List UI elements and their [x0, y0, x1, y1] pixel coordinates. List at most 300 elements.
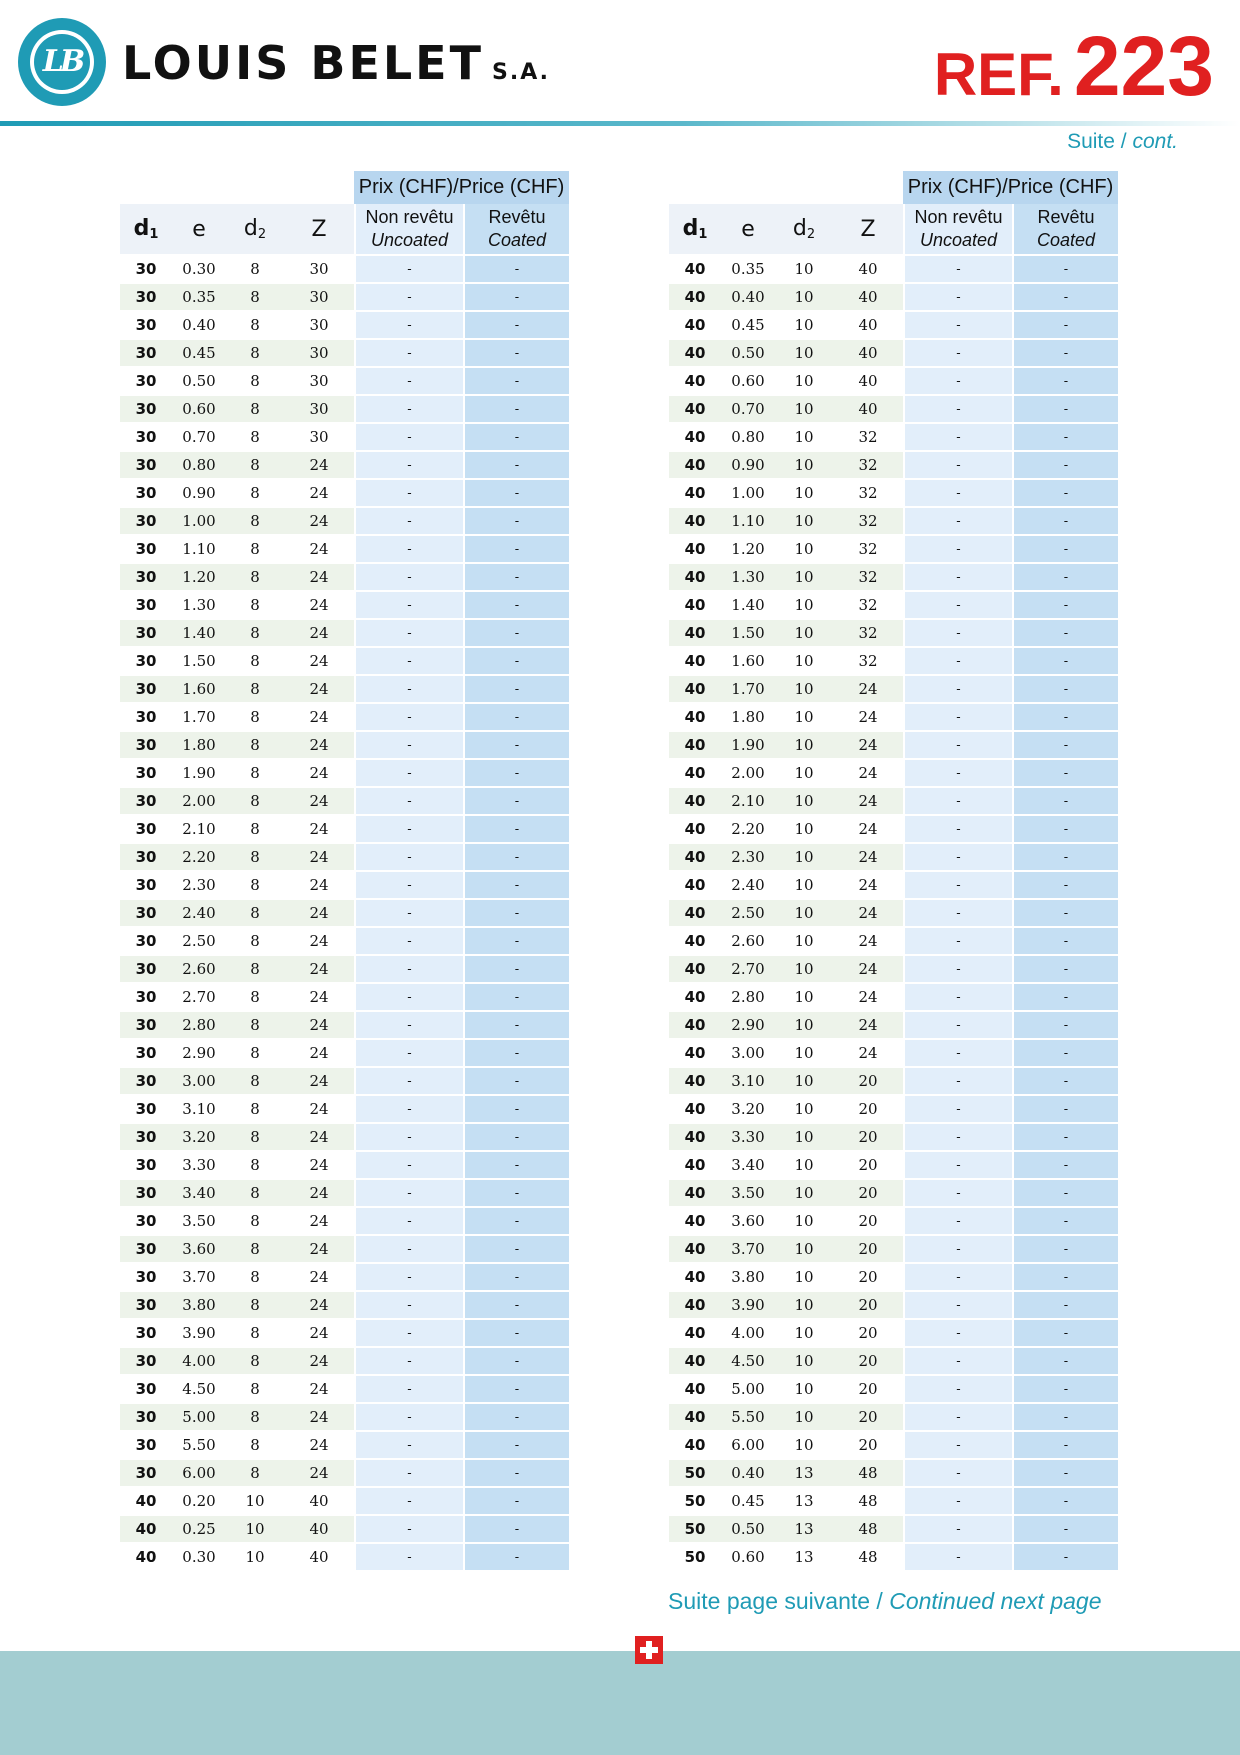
- cell-e: 6.00: [172, 1460, 226, 1488]
- cell-price-uncoated: -: [903, 480, 1012, 508]
- cell-e: 0.80: [721, 424, 775, 452]
- cell-price-coated: -: [1012, 424, 1118, 452]
- cell-d2: 10: [775, 256, 833, 284]
- cell-price-uncoated: -: [354, 256, 463, 284]
- cell-d1: 40: [669, 340, 721, 368]
- cell-price-uncoated: -: [354, 480, 463, 508]
- cell-d1: 30: [120, 620, 172, 648]
- cell-e: 1.70: [172, 704, 226, 732]
- cell-price-uncoated: -: [354, 1096, 463, 1124]
- cell-price-uncoated: -: [903, 424, 1012, 452]
- table-row: [120, 1180, 569, 1208]
- cell-z: 20: [833, 1432, 903, 1460]
- cell-price-uncoated: -: [354, 1292, 463, 1320]
- cell-d2: 10: [775, 424, 833, 452]
- cell-d2: 10: [226, 1488, 284, 1516]
- table-row: [120, 1404, 569, 1432]
- cell-z: 20: [833, 1404, 903, 1432]
- cell-price-coated: -: [1012, 984, 1118, 1012]
- cell-e: 0.25: [172, 1516, 226, 1544]
- cell-price-uncoated: -: [354, 1124, 463, 1152]
- cell-d2: 10: [775, 676, 833, 704]
- cell-z: 24: [284, 1208, 354, 1236]
- cell-d2: 8: [226, 788, 284, 816]
- cell-d1: 30: [120, 1040, 172, 1068]
- cell-d2: 10: [775, 760, 833, 788]
- cell-price-coated: -: [1012, 1236, 1118, 1264]
- cell-d1: 30: [120, 1404, 172, 1432]
- cell-d1: 30: [120, 592, 172, 620]
- cell-z: 32: [833, 564, 903, 592]
- cell-z: 24: [284, 844, 354, 872]
- cell-price-coated: -: [1012, 1348, 1118, 1376]
- cell-d2: 10: [775, 1376, 833, 1404]
- cell-e: 1.30: [172, 592, 226, 620]
- table-row: [669, 424, 1118, 452]
- cell-price-coated: -: [463, 1264, 569, 1292]
- cell-z: 24: [284, 1348, 354, 1376]
- table-row: [120, 536, 569, 564]
- cell-price-uncoated: -: [354, 704, 463, 732]
- cell-d2: 8: [226, 1180, 284, 1208]
- table-row: [669, 676, 1118, 704]
- table-row: [120, 620, 569, 648]
- cell-d1: 40: [669, 816, 721, 844]
- cell-price-coated: -: [463, 1236, 569, 1264]
- cell-z: 20: [833, 1348, 903, 1376]
- cell-d1: 30: [120, 704, 172, 732]
- cell-e: 0.45: [721, 312, 775, 340]
- cell-e: 1.30: [721, 564, 775, 592]
- cell-d2: 13: [775, 1488, 833, 1516]
- cell-z: 24: [284, 648, 354, 676]
- cell-price-coated: -: [1012, 1432, 1118, 1460]
- cell-price-coated: -: [463, 340, 569, 368]
- cell-z: 48: [833, 1516, 903, 1544]
- table-row: [120, 956, 569, 984]
- cell-z: 24: [284, 1152, 354, 1180]
- cell-d2: 10: [775, 1432, 833, 1460]
- cell-e: 3.50: [172, 1208, 226, 1236]
- cell-price-coated: -: [1012, 1376, 1118, 1404]
- col-header-e: e: [172, 204, 226, 256]
- cell-e: 1.20: [172, 564, 226, 592]
- cell-e: 0.50: [721, 340, 775, 368]
- cell-price-uncoated: -: [903, 1404, 1012, 1432]
- company-name: LOUIS BELET S.A.: [122, 36, 550, 90]
- cell-price-uncoated: -: [354, 984, 463, 1012]
- cell-d2: 8: [226, 396, 284, 424]
- cell-z: 40: [833, 284, 903, 312]
- cell-d2: 8: [226, 1012, 284, 1040]
- cell-z: 24: [833, 872, 903, 900]
- cell-price-coated: -: [463, 1152, 569, 1180]
- cell-price-coated: -: [463, 1432, 569, 1460]
- cell-price-uncoated: -: [354, 1152, 463, 1180]
- cell-d2: 10: [775, 788, 833, 816]
- table-row: [669, 340, 1118, 368]
- cell-e: 1.40: [721, 592, 775, 620]
- cell-d1: 40: [669, 1152, 721, 1180]
- cell-price-coated: -: [1012, 956, 1118, 984]
- cell-e: 1.80: [721, 704, 775, 732]
- cell-price-coated: -: [463, 1180, 569, 1208]
- cell-z: 20: [833, 1264, 903, 1292]
- cell-d2: 10: [226, 1516, 284, 1544]
- cell-e: 1.60: [172, 676, 226, 704]
- cell-price-uncoated: -: [903, 872, 1012, 900]
- cell-d1: 50: [669, 1488, 721, 1516]
- cell-d1: 40: [669, 844, 721, 872]
- cell-d2: 10: [775, 1292, 833, 1320]
- cell-z: 20: [833, 1292, 903, 1320]
- cell-d2: 8: [226, 1460, 284, 1488]
- cell-price-coated: -: [463, 760, 569, 788]
- cell-price-coated: -: [1012, 1180, 1118, 1208]
- table-row: [120, 844, 569, 872]
- cell-d1: 30: [120, 1012, 172, 1040]
- table-row: [120, 1488, 569, 1516]
- cell-d2: 10: [775, 480, 833, 508]
- cell-e: 3.70: [172, 1264, 226, 1292]
- cell-e: 0.60: [172, 396, 226, 424]
- cell-z: 24: [833, 676, 903, 704]
- table-row: [120, 704, 569, 732]
- cell-d1: 30: [120, 648, 172, 676]
- cell-price-coated: -: [463, 732, 569, 760]
- cell-price-uncoated: -: [354, 1208, 463, 1236]
- cell-price-uncoated: -: [903, 396, 1012, 424]
- cell-d1: 30: [120, 368, 172, 396]
- table-row: [669, 1124, 1118, 1152]
- table-row: [120, 424, 569, 452]
- cell-e: 0.50: [721, 1516, 775, 1544]
- cell-d1: 40: [669, 648, 721, 676]
- cell-z: 40: [284, 1544, 354, 1572]
- cell-z: 24: [284, 592, 354, 620]
- cell-price-uncoated: -: [354, 816, 463, 844]
- cell-e: 3.90: [172, 1320, 226, 1348]
- cell-e: 3.80: [172, 1292, 226, 1320]
- cell-d2: 8: [226, 1040, 284, 1068]
- cell-price-coated: -: [463, 816, 569, 844]
- cell-e: 2.20: [172, 844, 226, 872]
- cell-d1: 40: [669, 1376, 721, 1404]
- cell-price-coated: -: [463, 984, 569, 1012]
- cell-e: 0.60: [721, 368, 775, 396]
- cell-price-uncoated: -: [354, 592, 463, 620]
- cell-z: 30: [284, 284, 354, 312]
- cell-price-coated: -: [1012, 340, 1118, 368]
- company-suffix: S.A.: [492, 60, 550, 85]
- cell-d2: 8: [226, 480, 284, 508]
- table-row: [120, 900, 569, 928]
- cell-price-coated: -: [1012, 1096, 1118, 1124]
- cell-price-coated: -: [1012, 284, 1118, 312]
- table-row: [120, 1152, 569, 1180]
- col-header-e: e: [721, 204, 775, 256]
- cell-e: 2.60: [721, 928, 775, 956]
- cell-d2: 8: [226, 536, 284, 564]
- price-table-left: [120, 171, 569, 1572]
- cell-d1: 50: [669, 1460, 721, 1488]
- cell-price-uncoated: -: [354, 1544, 463, 1572]
- footer-band: [0, 1651, 1240, 1755]
- cell-d1: 40: [669, 1124, 721, 1152]
- cell-e: 2.70: [721, 956, 775, 984]
- cell-e: 3.80: [721, 1264, 775, 1292]
- table-row: [669, 956, 1118, 984]
- table-row: [120, 396, 569, 424]
- cell-price-coated: -: [463, 620, 569, 648]
- cell-d2: 10: [775, 1012, 833, 1040]
- cell-e: 3.40: [172, 1180, 226, 1208]
- cell-e: 3.60: [721, 1208, 775, 1236]
- cell-d1: 40: [669, 732, 721, 760]
- cell-e: 2.60: [172, 956, 226, 984]
- cell-price-coated: -: [463, 1376, 569, 1404]
- cell-d1: 40: [669, 956, 721, 984]
- cell-e: 0.40: [721, 284, 775, 312]
- cell-d2: 8: [226, 284, 284, 312]
- cell-d1: 40: [669, 1096, 721, 1124]
- cell-d2: 8: [226, 1348, 284, 1376]
- cell-price-coated: -: [463, 536, 569, 564]
- cell-d1: 40: [669, 1264, 721, 1292]
- cell-d2: 8: [226, 1320, 284, 1348]
- table-row: [669, 760, 1118, 788]
- cell-d1: 40: [669, 760, 721, 788]
- cell-e: 2.90: [172, 1040, 226, 1068]
- cell-price-uncoated: -: [903, 564, 1012, 592]
- cell-d1: 40: [669, 592, 721, 620]
- cell-price-uncoated: -: [354, 1320, 463, 1348]
- cell-e: 5.50: [172, 1432, 226, 1460]
- cell-e: 0.40: [172, 312, 226, 340]
- cell-price-uncoated: -: [903, 816, 1012, 844]
- cell-price-uncoated: -: [903, 1376, 1012, 1404]
- cell-e: 3.10: [172, 1096, 226, 1124]
- cell-price-uncoated: -: [354, 1068, 463, 1096]
- cell-e: 2.00: [172, 788, 226, 816]
- cell-d2: 8: [226, 816, 284, 844]
- cell-price-uncoated: -: [903, 452, 1012, 480]
- table-row: [669, 480, 1118, 508]
- col-header-z: Z: [833, 204, 903, 256]
- cell-e: 0.70: [721, 396, 775, 424]
- table-row: [120, 1376, 569, 1404]
- cell-d1: 30: [120, 1236, 172, 1264]
- cell-z: 40: [833, 312, 903, 340]
- table-row: [669, 928, 1118, 956]
- cell-e: 6.00: [721, 1432, 775, 1460]
- table-row: [120, 1096, 569, 1124]
- cell-price-uncoated: -: [354, 1348, 463, 1376]
- table-row: [669, 256, 1118, 284]
- cell-price-coated: -: [463, 452, 569, 480]
- cell-z: 30: [284, 368, 354, 396]
- cell-d1: 40: [669, 452, 721, 480]
- cell-price-coated: -: [1012, 256, 1118, 284]
- cell-price-coated: -: [1012, 592, 1118, 620]
- table-row: [120, 508, 569, 536]
- cell-z: 20: [833, 1068, 903, 1096]
- cell-d1: 30: [120, 1096, 172, 1124]
- cell-z: 40: [833, 340, 903, 368]
- cell-z: 24: [284, 956, 354, 984]
- table-row: [669, 1292, 1118, 1320]
- cell-price-coated: -: [1012, 1292, 1118, 1320]
- cell-d2: 13: [775, 1460, 833, 1488]
- cell-z: 24: [284, 620, 354, 648]
- cell-price-coated: -: [1012, 760, 1118, 788]
- cell-d2: 8: [226, 1376, 284, 1404]
- table-row: [120, 1040, 569, 1068]
- cell-price-uncoated: -: [354, 1236, 463, 1264]
- cell-z: 24: [833, 760, 903, 788]
- cell-price-coated: -: [463, 956, 569, 984]
- continuation-label: Suite / cont.: [1067, 130, 1178, 153]
- cell-price-coated: -: [463, 396, 569, 424]
- cell-price-coated: -: [463, 508, 569, 536]
- cell-d2: 10: [775, 452, 833, 480]
- cell-e: 4.00: [721, 1320, 775, 1348]
- cell-d2: 8: [226, 1432, 284, 1460]
- cell-z: 32: [833, 508, 903, 536]
- cell-e: 1.90: [721, 732, 775, 760]
- table-row: [120, 732, 569, 760]
- table-row: [120, 368, 569, 396]
- cell-e: 3.90: [721, 1292, 775, 1320]
- cell-price-uncoated: -: [903, 900, 1012, 928]
- cell-z: 24: [284, 872, 354, 900]
- cell-z: 32: [833, 592, 903, 620]
- cell-price-coated: -: [1012, 1208, 1118, 1236]
- cell-price-uncoated: -: [354, 1488, 463, 1516]
- cell-price-coated: -: [463, 256, 569, 284]
- cell-price-uncoated: -: [354, 788, 463, 816]
- cell-price-coated: -: [1012, 1264, 1118, 1292]
- cell-e: 3.20: [721, 1096, 775, 1124]
- cell-e: 2.20: [721, 816, 775, 844]
- cell-price-uncoated: -: [354, 956, 463, 984]
- cell-d1: 30: [120, 1180, 172, 1208]
- cell-price-uncoated: -: [354, 676, 463, 704]
- cell-price-coated: -: [463, 704, 569, 732]
- cell-price-coated: -: [463, 284, 569, 312]
- cell-d1: 40: [669, 1068, 721, 1096]
- cell-price-uncoated: -: [903, 1320, 1012, 1348]
- cell-z: 20: [833, 1152, 903, 1180]
- cell-price-uncoated: -: [354, 844, 463, 872]
- cell-d2: 13: [775, 1516, 833, 1544]
- cell-e: 2.30: [172, 872, 226, 900]
- cell-z: 32: [833, 648, 903, 676]
- cell-price-coated: -: [1012, 732, 1118, 760]
- cell-price-coated: -: [1012, 480, 1118, 508]
- cell-z: 24: [284, 732, 354, 760]
- cell-price-uncoated: -: [354, 564, 463, 592]
- table-row: [669, 1096, 1118, 1124]
- cell-d2: 10: [775, 1320, 833, 1348]
- cell-z: 24: [284, 928, 354, 956]
- price-table-right: [669, 171, 1118, 1572]
- table-row: [120, 648, 569, 676]
- cell-price-coated: -: [1012, 312, 1118, 340]
- cell-z: 24: [284, 452, 354, 480]
- swiss-flag-icon: [635, 1636, 663, 1664]
- cell-z: 24: [284, 1180, 354, 1208]
- cell-d2: 10: [775, 704, 833, 732]
- cell-price-uncoated: -: [903, 1208, 1012, 1236]
- cell-price-coated: -: [1012, 564, 1118, 592]
- table-row: [120, 452, 569, 480]
- cell-price-coated: -: [463, 1488, 569, 1516]
- table-row: [669, 592, 1118, 620]
- cell-d1: 40: [120, 1516, 172, 1544]
- cell-price-uncoated: -: [903, 1152, 1012, 1180]
- cell-e: 3.00: [721, 1040, 775, 1068]
- cell-price-coated: -: [463, 564, 569, 592]
- cell-z: 24: [833, 928, 903, 956]
- cell-d1: 30: [120, 928, 172, 956]
- table-row: [669, 1544, 1118, 1572]
- cell-e: 4.50: [172, 1376, 226, 1404]
- cell-z: 30: [284, 312, 354, 340]
- cell-d1: 30: [120, 1152, 172, 1180]
- cell-price-uncoated: -: [354, 340, 463, 368]
- cell-price-coated: -: [463, 368, 569, 396]
- cell-e: 3.00: [172, 1068, 226, 1096]
- cell-d1: 30: [120, 956, 172, 984]
- cell-e: 0.45: [721, 1488, 775, 1516]
- cell-price-uncoated: -: [354, 760, 463, 788]
- cell-d1: 40: [669, 1320, 721, 1348]
- cell-z: 20: [833, 1376, 903, 1404]
- cell-e: 1.50: [172, 648, 226, 676]
- cell-e: 2.40: [172, 900, 226, 928]
- table-row: [669, 1012, 1118, 1040]
- cell-d2: 10: [775, 284, 833, 312]
- cell-d2: 8: [226, 648, 284, 676]
- table-row: [120, 676, 569, 704]
- cell-price-uncoated: -: [903, 788, 1012, 816]
- cell-price-coated: -: [463, 844, 569, 872]
- cell-price-uncoated: -: [903, 1348, 1012, 1376]
- cell-z: 24: [284, 1432, 354, 1460]
- cell-price-coated: -: [1012, 900, 1118, 928]
- cell-d1: 40: [669, 536, 721, 564]
- col-header-d2: $d_2$: [226, 204, 284, 256]
- cell-z: 24: [833, 704, 903, 732]
- cell-price-coated: -: [1012, 1460, 1118, 1488]
- cell-e: 3.70: [721, 1236, 775, 1264]
- cell-z: 32: [833, 536, 903, 564]
- cell-d1: 40: [669, 704, 721, 732]
- cell-d2: 8: [226, 1404, 284, 1432]
- cell-d1: 40: [669, 1208, 721, 1236]
- price-header: Prix (CHF)/Price (CHF): [903, 171, 1118, 204]
- cell-price-uncoated: -: [903, 368, 1012, 396]
- cell-e: 4.50: [721, 1348, 775, 1376]
- table-row: [120, 1432, 569, 1460]
- price-header: Prix (CHF)/Price (CHF): [354, 171, 569, 204]
- cell-price-uncoated: -: [903, 1180, 1012, 1208]
- cell-d2: 8: [226, 452, 284, 480]
- cell-z: 24: [284, 1012, 354, 1040]
- cell-price-uncoated: -: [903, 536, 1012, 564]
- cell-e: 2.00: [721, 760, 775, 788]
